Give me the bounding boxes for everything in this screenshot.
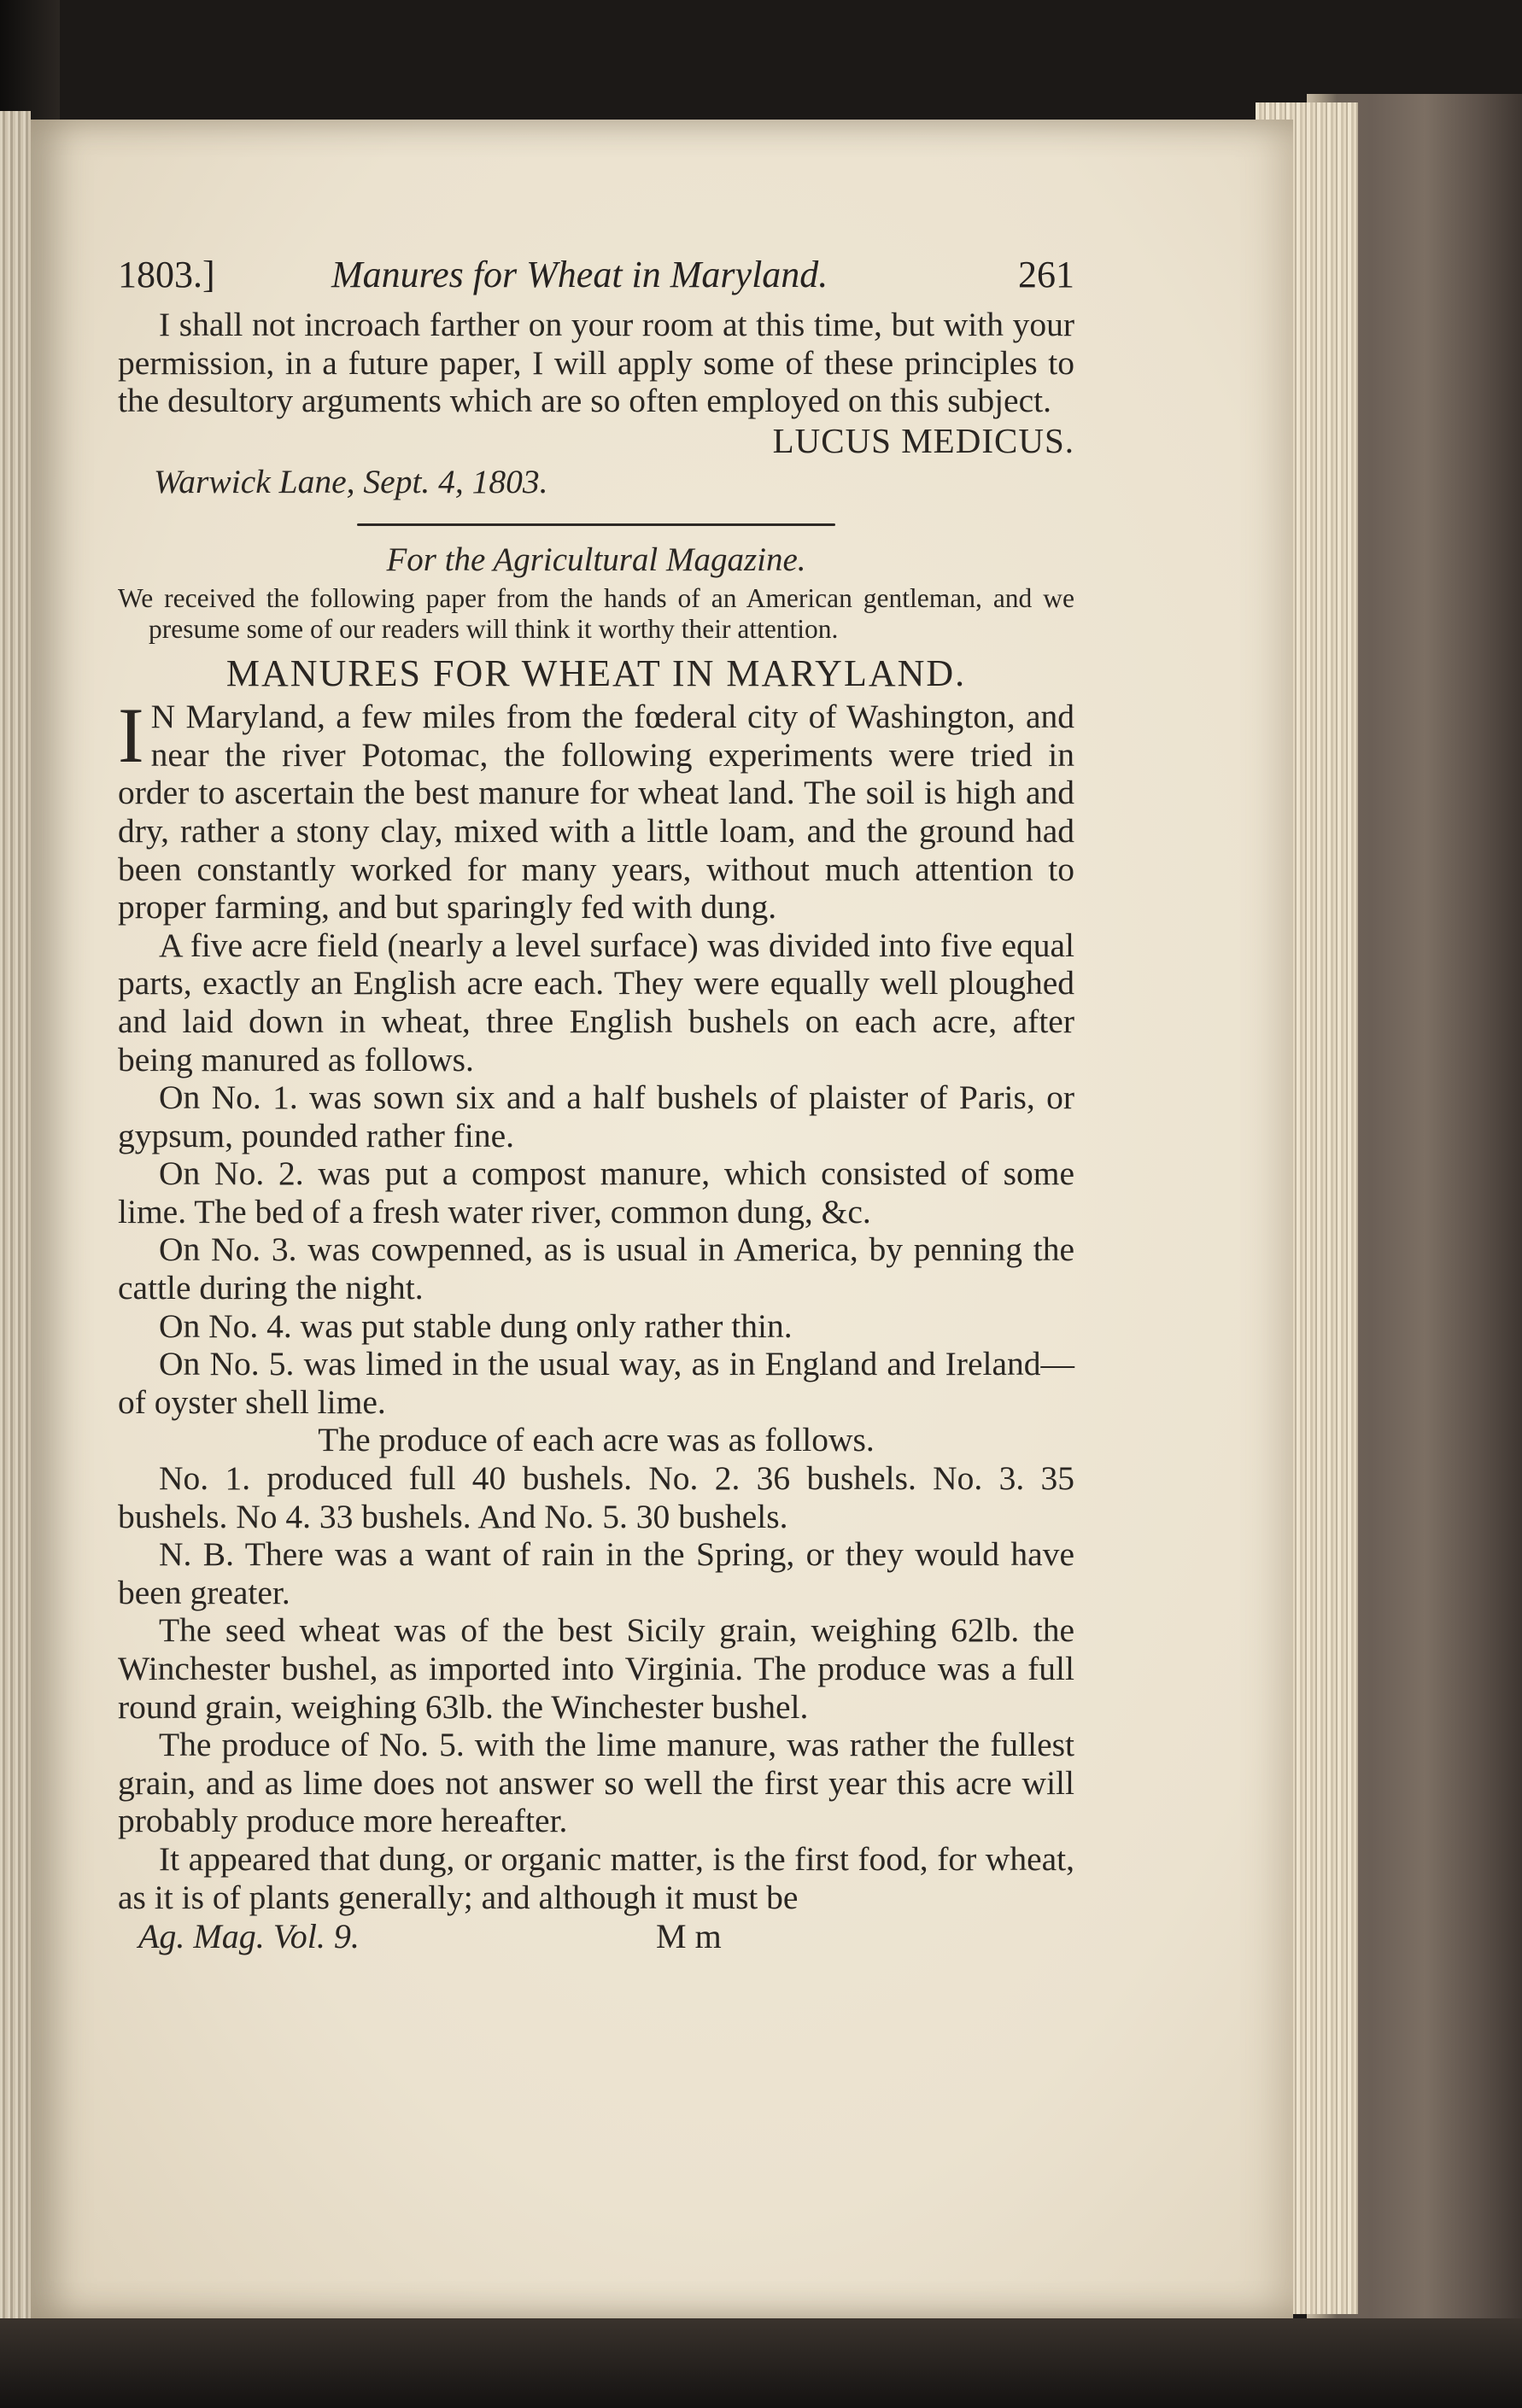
dateline: Warwick Lane, Sept. 4, 1803.: [154, 463, 548, 501]
editor-note: We received the following paper from the hands of an American gentleman, and we presume some of our readers will think it worthy their attention.: [118, 582, 1074, 644]
header-year: 1803.]: [118, 254, 215, 295]
text-column: [118, 256, 1074, 1961]
paragraph-3: On No. 1. was sown six and a half bushels of plaister of Paris, or gypsum, pounded rather fine.: [118, 1078, 1074, 1154]
left-page-edges: [0, 111, 31, 2331]
produce-heading: The produce of each acre was as follows.: [318, 1421, 875, 1459]
header-page-number: 261: [1018, 254, 1074, 295]
paragraph-lime: The produce of No. 5. with the lime manure, was rather the fullest grain, and as lime does not answer so well the first year this acre will probably produce more hereafter.: [118, 1726, 1074, 1840]
paragraph-7: On No. 5. was limed in the usual way, as in England and Ireland—of oyster shell lime.: [118, 1345, 1074, 1421]
footer-signature-mark: M m: [656, 1917, 722, 1956]
page-footer: [118, 1918, 1074, 1961]
paragraph-4: On No. 2. was put a compost manure, which consisted of some lime. The bed of a fresh water river, common dung, &c.: [118, 1154, 1074, 1230]
paragraph-nb: N. B. There was a want of rain in the Spring, or they would have been greater.: [118, 1535, 1074, 1611]
intro-paragraph: I shall not incroach farther on your room at this time, but with your permission, in a future paper, I will apply some of these principles to the desultory arguments which are so often employed on this subject.: [118, 306, 1074, 420]
header-running-title: Manures for Wheat in Maryland.: [331, 254, 828, 295]
produce-line: No. 1. produced full 40 bushels. No. 2. 36 bushels. No. 3. 35 bushels. No 4. 33 bushels. And No. 5. 30 bushels.: [118, 1459, 1074, 1535]
running-header: [118, 256, 1074, 306]
paragraph-seed: The seed wheat was of the best Sicily grain, weighing 62lb. the Winchester bushel, as imported into Virginia. The produce was a full round grain, weighing 63lb. the Winchester bushel.: [118, 1611, 1074, 1726]
paragraph-5: On No. 3. was cowpenned, as is usual in America, by penning the cattle during the night.: [118, 1230, 1074, 1307]
paragraph-dung: It appeared that dung, or organic matter, is the first food, for wheat, as it is of plants generally; and although it must be: [118, 1839, 1074, 1916]
bottom-shadow: [0, 2318, 1522, 2408]
footer-volume: Ag. Mag. Vol. 9.: [138, 1917, 360, 1956]
section-divider: [357, 523, 835, 526]
paragraph-6: On No. 4. was put stable dung only rather thin.: [159, 1306, 793, 1345]
paragraph-1: IN Maryland, a few miles from the fœderal city of Washington, and near the river Potomac, the following experiments were tried in order to ascertain the best manure for wheat land. The soil is high and dry, rather a stony clay, mixed with a little loam, and the ground had been constantly worked for many years, without much attention to proper farming, and but sparingly fed with dung.: [118, 692, 1074, 926]
signature: LUCUS MEDICUS.: [772, 420, 1074, 460]
for-line: For the Agricultural Magazine.: [386, 541, 806, 578]
paragraph-2: A five acre field (nearly a level surface) was divided into five equal parts, exactly an English acre each. They were equally well ploughed and laid down in wheat, three English bushels on each acre, after being manured as follows.: [118, 926, 1074, 1078]
article-title: MANURES FOR WHEAT IN MARYLAND.: [225, 652, 967, 694]
